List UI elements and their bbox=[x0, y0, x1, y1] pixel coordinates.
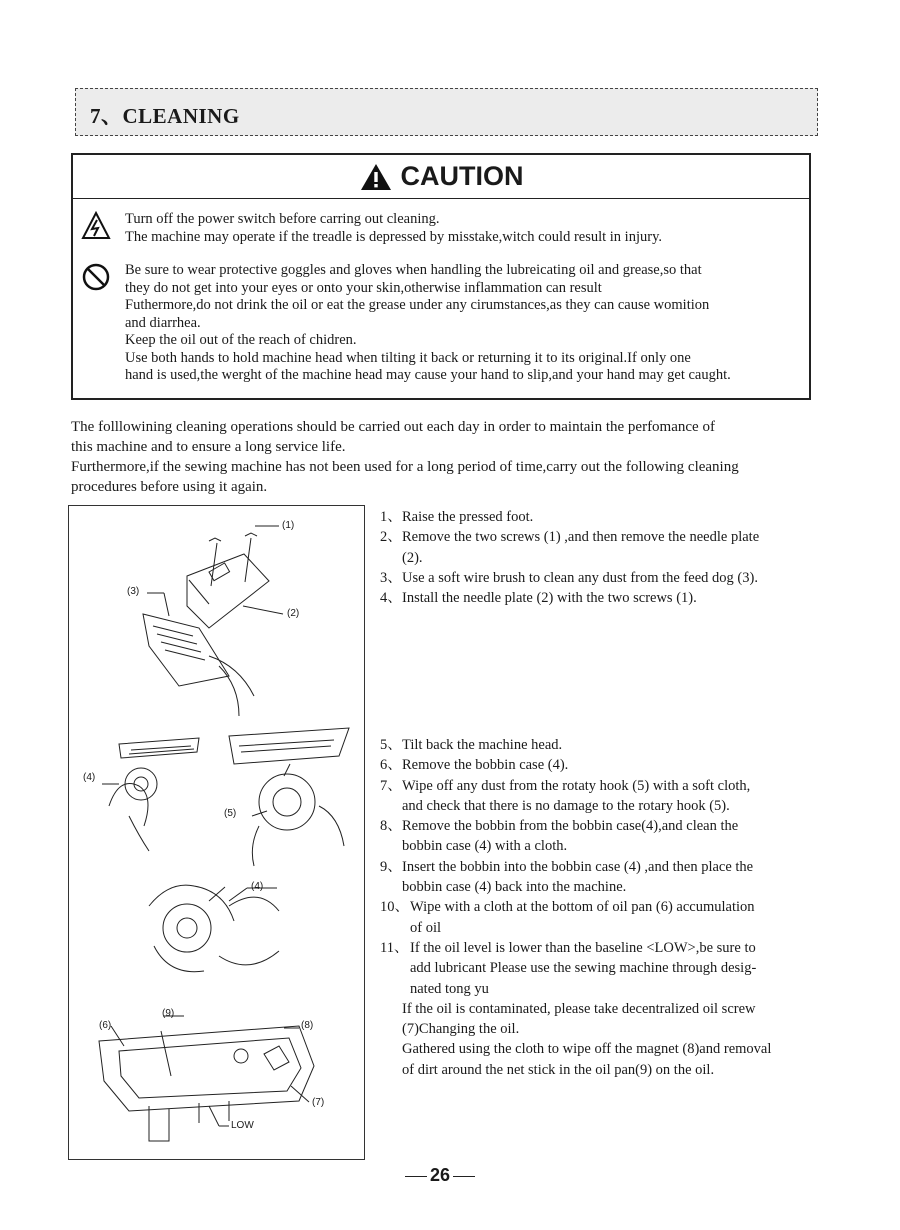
caution-line: The machine may operate if the treadle is depressed by misstake,witch could result in injury. bbox=[125, 228, 663, 245]
label-magnet: (8) bbox=[301, 1020, 314, 1031]
step-text: Install the needle plate (2) with the two screws (1). bbox=[402, 590, 697, 607]
step-item bbox=[380, 527, 820, 568]
caution-box bbox=[71, 153, 811, 400]
bobbin-case-illustration bbox=[149, 885, 279, 972]
step-line: Wipe with a cloth at the bottom of oil pan (6) accumulation bbox=[410, 899, 755, 916]
step-line: Remove the bobbin from the bobbin case(4),and clean the bbox=[402, 818, 739, 835]
label-needle-plate: (2) bbox=[287, 608, 300, 619]
step-item bbox=[380, 735, 820, 755]
label-screw: (1) bbox=[282, 520, 295, 531]
caution-line: Futhermore,do not drink the oil or eat the grease under any cirumstances,as they can cause womition bbox=[125, 297, 710, 313]
note-line: of dirt around the net stick in the oil pan(9) on the oil. bbox=[402, 1061, 715, 1078]
step-text bbox=[402, 816, 820, 857]
caution-line: Be sure to wear protective goggles and gloves when handling the lubreicating oil and grease,so that bbox=[125, 262, 702, 278]
section-header bbox=[75, 88, 818, 136]
step-line: (2). bbox=[402, 549, 423, 566]
section-title: 7、CLEANING bbox=[90, 104, 240, 128]
note-line: (7)Changing the oil. bbox=[402, 1021, 520, 1038]
label-oil-screw: (7) bbox=[312, 1097, 325, 1108]
step-line: of oil bbox=[410, 919, 442, 936]
step-number: 5、 bbox=[380, 737, 402, 753]
step-item bbox=[380, 776, 820, 817]
rotary-hook-illustration bbox=[102, 728, 349, 866]
step-item bbox=[380, 897, 820, 938]
intro-paragraph bbox=[71, 417, 816, 497]
step-line: bobbin case (4) with a cloth. bbox=[402, 838, 568, 855]
caution-line: and diarrhea. bbox=[125, 314, 201, 331]
step-line: nated tong yu bbox=[410, 980, 489, 997]
step-text bbox=[410, 897, 820, 938]
note-line: Gathered using the cloth to wipe off the magnet (8)and removal bbox=[402, 1041, 772, 1058]
caution-header bbox=[73, 155, 809, 199]
step-line: and check that there is no damage to the rotary hook (5). bbox=[402, 797, 730, 814]
step-line: Remove the two screws (1) ,and then remove the needle plate bbox=[402, 529, 760, 546]
step-number: 1、 bbox=[380, 509, 402, 525]
step-number: 7、 bbox=[380, 777, 402, 794]
intro-line: procedures before using it again. bbox=[71, 479, 268, 495]
steps-group-2 bbox=[380, 735, 820, 1080]
prohibition-icon bbox=[81, 262, 111, 292]
caution-prohibit-text bbox=[125, 262, 801, 385]
step-item bbox=[380, 755, 820, 775]
step-item bbox=[380, 816, 820, 857]
step-text bbox=[402, 527, 820, 568]
caution-line: Turn off the power switch before carring out cleaning. bbox=[125, 211, 440, 227]
step-text: Remove the bobbin case (4). bbox=[402, 757, 569, 774]
label-bobbin-case-2: (4) bbox=[251, 881, 264, 892]
step-number: 4、 bbox=[380, 590, 402, 607]
step-text: Raise the pressed foot. bbox=[402, 509, 534, 525]
step-text: Use a soft wire brush to clean any dust from the feed dog (3). bbox=[402, 569, 758, 586]
caution-line: Keep the oil out of the reach of chidren. bbox=[125, 332, 357, 348]
step-text bbox=[402, 857, 820, 898]
step-text bbox=[402, 776, 820, 817]
label-low-mark: LOW bbox=[231, 1120, 254, 1131]
cleaning-illustration bbox=[68, 505, 365, 1160]
step-line: If the oil level is lower than the baseline <LOW>,be sure to bbox=[410, 939, 756, 956]
steps-group-1 bbox=[380, 507, 820, 608]
step-item bbox=[380, 507, 820, 527]
needle-plate-illustration bbox=[143, 526, 283, 716]
electric-shock-warning-icon bbox=[81, 211, 111, 241]
caution-line: Use both hands to hold machine head when tilting it back or returning it to its original.If only one bbox=[125, 349, 691, 366]
step-number: 6、 bbox=[380, 757, 402, 774]
page-number bbox=[400, 1165, 480, 1186]
caution-power-text bbox=[125, 211, 801, 246]
caution-line: they do not get into your eyes or onto your skin,otherwise inflammation can result bbox=[125, 279, 602, 296]
label-oil-pan: (6) bbox=[99, 1020, 112, 1031]
label-feed-dog: (3) bbox=[127, 586, 140, 597]
step-item bbox=[380, 857, 820, 898]
caution-title: CAUTION bbox=[400, 161, 524, 191]
step-item bbox=[380, 568, 820, 588]
caution-line: hand is used,the werght of the machine head may cause your hand to slip,and your hand may get caught. bbox=[125, 367, 731, 383]
page-number-value: 26 bbox=[429, 1165, 451, 1185]
extra-notes bbox=[380, 999, 820, 1080]
step-number: 10、 bbox=[380, 899, 409, 916]
step-line: bobbin case (4) back into the machine. bbox=[402, 879, 627, 896]
step-number: 3、 bbox=[380, 569, 402, 586]
illustration-drawing bbox=[69, 506, 366, 1161]
step-item bbox=[380, 588, 820, 608]
note-line: If the oil is contaminated, please take decentralized oil screw bbox=[402, 1000, 756, 1017]
label-rotary-hook: (5) bbox=[224, 808, 237, 819]
step-text: Tilt back the machine head. bbox=[402, 737, 563, 753]
step-line: Wipe off any dust from the rotaty hook (5) with a soft cloth, bbox=[402, 777, 751, 794]
warning-triangle-icon bbox=[359, 162, 393, 192]
label-bobbin-case: (4) bbox=[83, 772, 96, 783]
intro-line: this machine and to ensure a long service life. bbox=[71, 439, 346, 455]
step-number: 2、 bbox=[380, 529, 402, 546]
intro-line: Furthermore,if the sewing machine has not been used for a long period of time,carry out the following cleaning bbox=[71, 459, 739, 475]
step-number: 8、 bbox=[380, 818, 402, 835]
label-net-stick: (9) bbox=[162, 1008, 175, 1019]
step-line: Insert the bobbin into the bobbin case (4) ,and then place the bbox=[402, 858, 754, 875]
step-text bbox=[410, 938, 820, 999]
oil-pan-illustration bbox=[99, 1016, 314, 1141]
step-item bbox=[380, 938, 820, 999]
step-line: add lubricant Please use the sewing machine through desig- bbox=[410, 960, 757, 977]
intro-line: The folllowining cleaning operations should be carried out each day in order to maintain the perfomance of bbox=[71, 419, 715, 435]
step-number: 11、 bbox=[380, 939, 409, 956]
step-number: 9、 bbox=[380, 858, 402, 875]
